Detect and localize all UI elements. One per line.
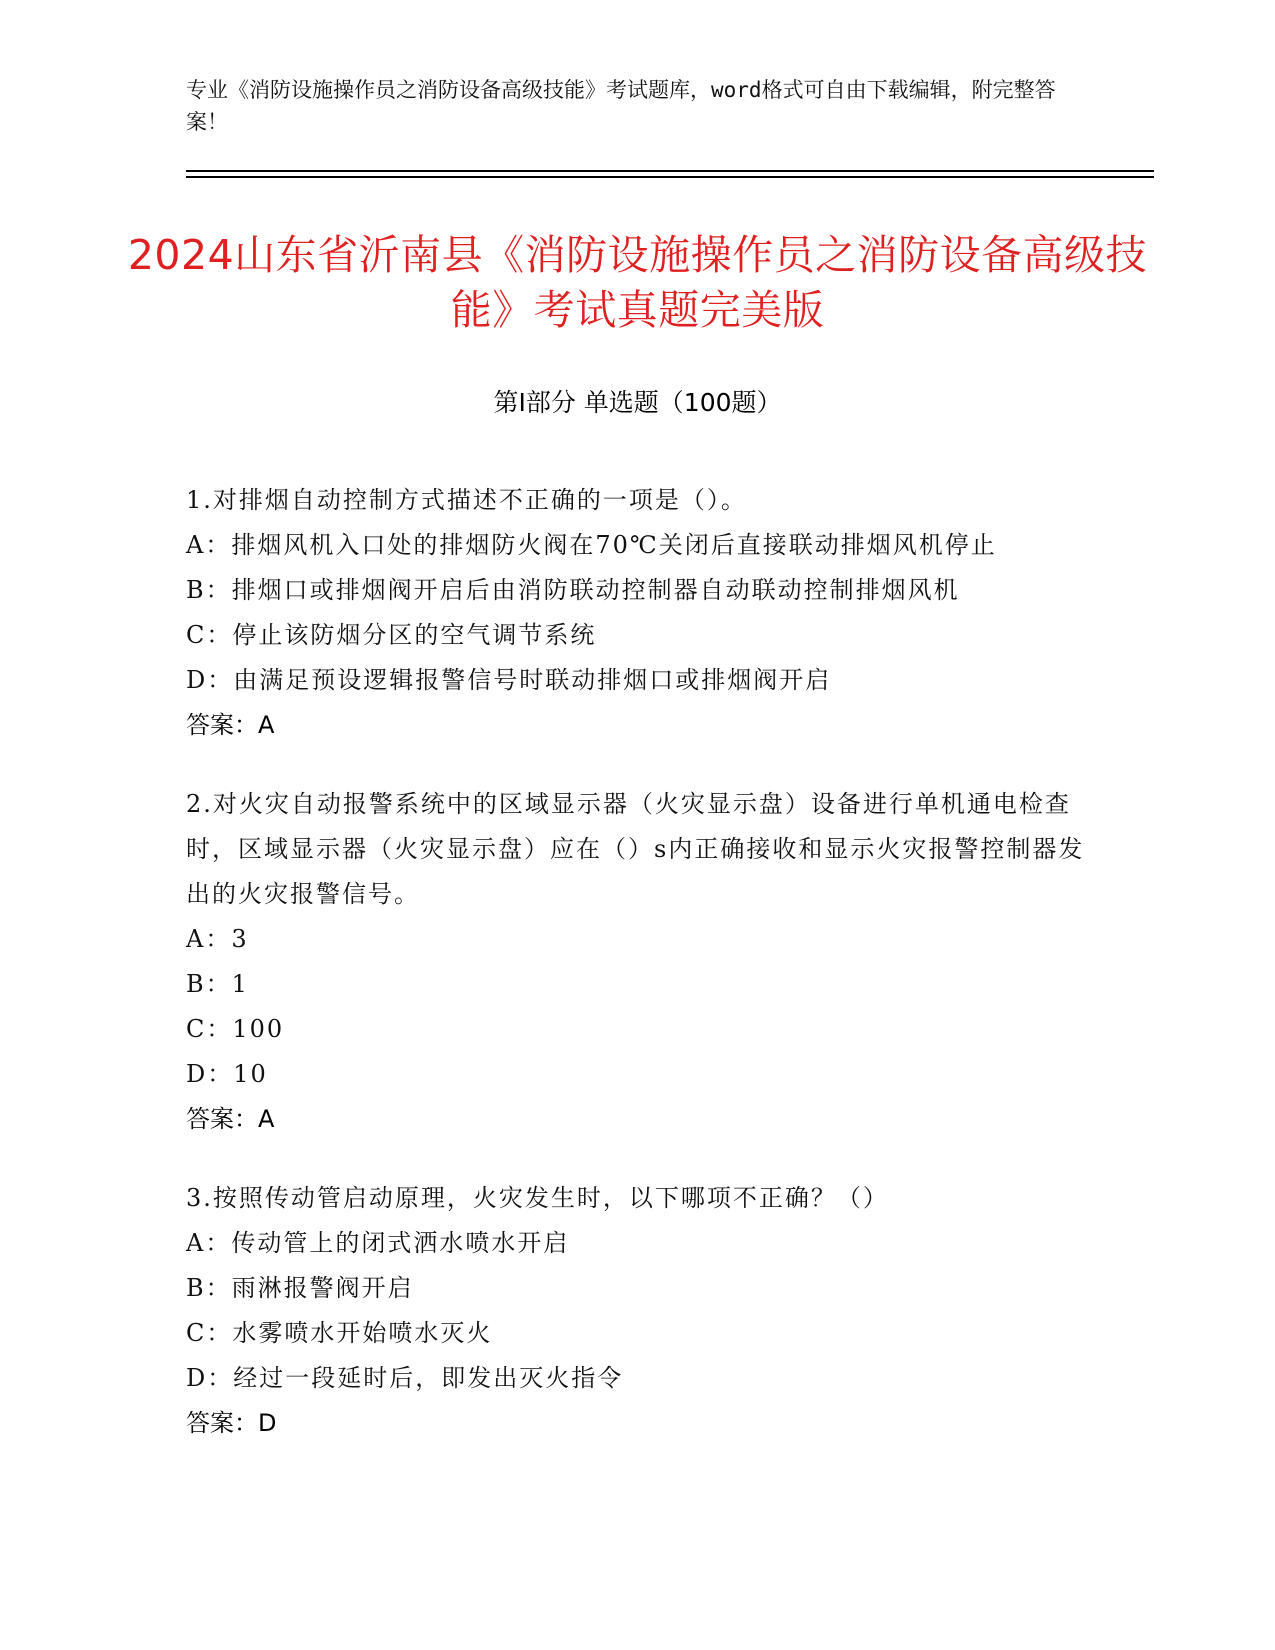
question-2: [186, 782, 1086, 1142]
option-c: C：停止该防烟分区的空气调节系统: [186, 621, 597, 649]
document-title: 2024山东省沂南县《消防设施操作员之消防设备高级技能》考试真题完美版: [127, 231, 1148, 334]
question-stem: 2.对火灾自动报警系统中的区域显示器（火灾显示盘）设备进行单机通电检查时，区域显示器（火灾显示盘）应在（）s内正确接收和显示火灾报警控制器发出的火灾报警信号。: [186, 790, 1085, 908]
header-divider-bottom: [186, 176, 1154, 178]
header-divider-top: [186, 170, 1154, 172]
header-note: 专业《消防设施操作员之消防设备高级技能》考试题库，word格式可自由下载编辑，附完整答案！: [186, 78, 1056, 134]
answer-line: 答案：A: [186, 1105, 275, 1133]
question-list: [186, 478, 1086, 1480]
question-1: [186, 478, 1086, 748]
option-d: D：由满足预设逻辑报警信号时联动排烟口或排烟阀开启: [186, 666, 832, 694]
option-c: C：水雾喷水开始喷水灭火: [186, 1319, 493, 1347]
question-stem: 1.对排烟自动控制方式描述不正确的一项是（）。: [186, 486, 747, 514]
answer-line: 答案：A: [186, 711, 275, 739]
question-stem: 3.按照传动管启动原理，火灾发生时，以下哪项不正确？（）: [186, 1184, 889, 1212]
option-a: A：传动管上的闭式洒水喷水开启: [186, 1229, 570, 1257]
option-a: A：3: [186, 925, 249, 953]
question-3: [186, 1176, 1086, 1446]
section-title: 第Ⅰ部分 单选题（100题）: [493, 388, 782, 417]
option-c: C：100: [186, 1015, 285, 1043]
option-d: D：经过一段延时后，即发出灭火指令: [186, 1364, 624, 1392]
answer-line: 答案：D: [186, 1409, 277, 1437]
option-d: D：10: [186, 1060, 268, 1088]
option-b: B：1: [186, 970, 249, 998]
option-b: B：雨淋报警阀开启: [186, 1274, 414, 1302]
option-a: A：排烟风机入口处的排烟防火阀在70℃关闭后直接联动排烟风机停止: [186, 531, 997, 559]
option-b: B：排烟口或排烟阀开启后由消防联动控制器自动联动控制排烟风机: [186, 576, 960, 604]
